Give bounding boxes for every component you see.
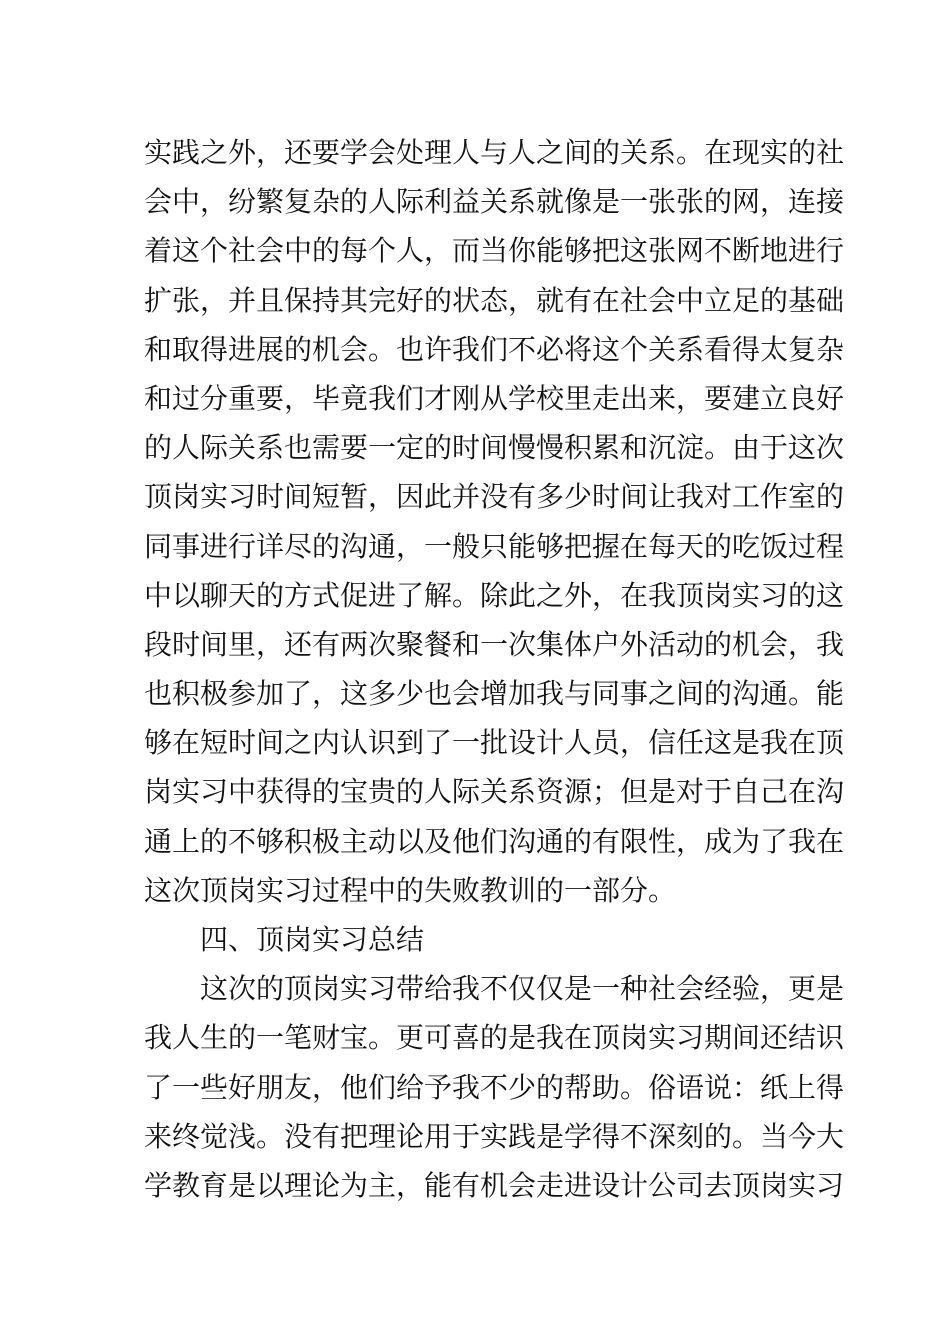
text-line: 顶岗实习时间短暂，因此并没有多少时间让我对工作室的: [144, 480, 845, 514]
text-line: 中以聊天的方式促进了解。除此之外，在我顶岗实习的这: [144, 578, 845, 612]
text-line: 来终觉浅。没有把理论用于实践是学得不深刻的。当今大: [144, 1119, 845, 1153]
text-line: 了一些好朋友，他们给予我不少的帮助。俗语说：纸上得: [144, 1070, 845, 1104]
text-line: 着这个社会中的每个人，而当你能够把这张网不断地进行: [144, 234, 845, 268]
text-line: 通上的不够积极主动以及他们沟通的有限性，成为了我在: [144, 824, 845, 858]
text-line: 的人际关系也需要一定的时间慢慢积累和沉淀。由于这次: [144, 431, 845, 465]
text-line: 这次的顶岗实习带给我不仅仅是一种社会经验，更是: [200, 972, 845, 1006]
text-line: 和过分重要，毕竟我们才刚从学校里走出来，要建立良好: [144, 381, 845, 415]
text-line: 会中，纷繁复杂的人际利益关系就像是一张张的网，连接: [144, 185, 845, 219]
text-line: 实践之外，还要学会处理人与人之间的关系。在现实的社: [144, 136, 845, 169]
text-line: 也积极参加了，这多少也会增加我与同事之间的沟通。能: [144, 677, 845, 711]
text-line: 够在短时间之内认识到了一批设计人员，信任这是我在顶: [144, 726, 845, 760]
text-line: 这次顶岗实习过程中的失败教训的一部分。: [144, 873, 677, 907]
text-line: 我人生的一笔财宝。更可喜的是我在顶岗实习期间还结识: [144, 1021, 845, 1055]
text-line: 和取得进展的机会。也许我们不必将这个关系看得太复杂: [144, 332, 845, 366]
text-line: 段时间里，还有两次聚餐和一次集体户外活动的机会，我: [144, 627, 845, 661]
text-line: 学教育是以理论为主，能有机会走进设计公司去顶岗实习: [144, 1168, 845, 1202]
text-line: 扩张，并且保持其完好的状态，就有在社会中立足的基础: [144, 283, 845, 317]
text-line: 岗实习中获得的宝贵的人际关系资源；但是对于自己在沟: [144, 775, 845, 809]
body-text: [144, 128, 845, 1210]
section-heading: 四、顶岗实习总结: [200, 923, 425, 956]
paragraph-summary: [144, 964, 845, 1210]
text-line: 同事进行详尽的沟通，一般只能够把握在每天的吃饭过程: [144, 529, 845, 563]
paragraph-relationships: [144, 128, 845, 915]
